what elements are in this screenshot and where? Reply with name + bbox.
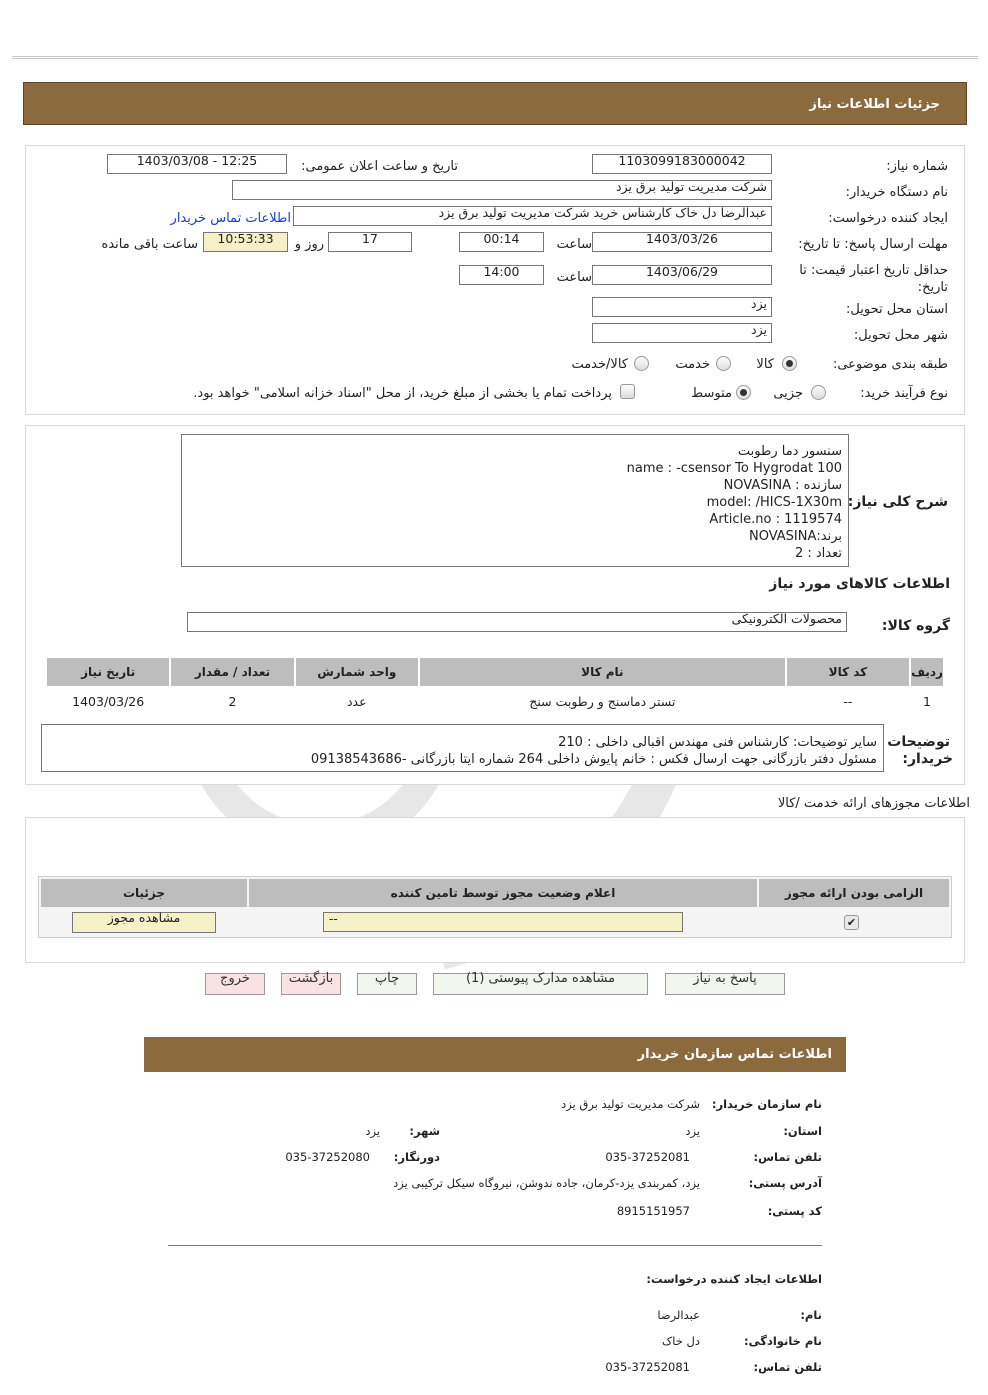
- deadline-time-field: 00:14: [459, 232, 544, 252]
- col-header: تاریخ نیاز: [47, 658, 169, 686]
- buyer-notes-label-2: خریدار:: [902, 751, 953, 767]
- table-cell: 2: [171, 688, 293, 714]
- contact-province-value: یزد: [685, 1124, 700, 1138]
- permit-required-checkbox[interactable]: ✔: [844, 915, 859, 930]
- permits-title: اطلاعات مجوزهای ارائه خدمت /کالا: [777, 796, 970, 811]
- buyer-notes-line: سایر توضیحات: کارشناس فنی مهندس اقبالی داخلی : 210: [558, 735, 877, 750]
- table-cell: عدد: [296, 688, 418, 714]
- permit-status-cell: [249, 909, 757, 935]
- description-box: [181, 434, 849, 567]
- back-button[interactable]: بازگشت: [281, 973, 341, 995]
- process-medium-label: متوسط: [691, 386, 732, 401]
- col-header: جزئیات: [41, 879, 247, 907]
- category-service-label: خدمت: [675, 357, 710, 372]
- category-both-label: کالا/خدمت: [571, 357, 628, 372]
- buyer-org-field: شرکت مدیریت تولید برق یزد: [232, 180, 772, 200]
- city-field: یزد: [592, 323, 772, 343]
- col-header: کد کالا: [787, 658, 909, 686]
- view-permit-button[interactable]: مشاهده مجوز: [72, 912, 216, 933]
- description-line: سنسور دما رطوبت: [737, 444, 842, 459]
- buyer-org-label: نام دستگاه خریدار:: [845, 185, 948, 200]
- permit-details-cell: [41, 909, 247, 935]
- validity-time-field: 14:00: [459, 265, 544, 285]
- validity-date-field: 1403/06/29: [592, 265, 772, 285]
- goods-section-title: اطلاعات کالاهای مورد نیاز: [769, 576, 950, 592]
- creator-family-label: نام خانوادگی:: [744, 1334, 822, 1348]
- remaining-label: ساعت باقی مانده: [101, 237, 198, 252]
- announce-label: تاریخ و ساعت اعلان عمومی:: [301, 159, 458, 174]
- col-header: ردیف: [911, 658, 943, 686]
- creator-name-value: عبدالرضا: [657, 1308, 700, 1322]
- contact-city-value: یزد: [365, 1124, 380, 1138]
- description-line: برند:NOVASINA: [748, 529, 842, 544]
- creator-name-label: نام:: [800, 1308, 822, 1322]
- province-field: یزد: [592, 297, 772, 317]
- table-row: [47, 688, 943, 714]
- creator-family-value: دل خاک: [661, 1334, 700, 1348]
- contact-fax-label: دورنگار:: [393, 1150, 440, 1164]
- deadline-date-field: 1403/03/26: [592, 232, 772, 252]
- description-line: model: /HICS-1X30m: [706, 495, 842, 510]
- goods-group-label: گروه کالا:: [881, 618, 950, 634]
- creator-phone-value: 035-37252081: [605, 1360, 690, 1374]
- category-service-radio[interactable]: [716, 356, 731, 371]
- description-label: شرح کلی نیاز:: [847, 494, 948, 510]
- days-field: 17: [328, 232, 412, 252]
- process-medium-radio[interactable]: [736, 385, 751, 400]
- deadline-label: مهلت ارسال پاسخ: تا تاریخ:: [798, 237, 948, 252]
- contact-province-label: استان:: [783, 1124, 822, 1138]
- city-label: شهر محل تحویل:: [853, 328, 948, 343]
- goods-table: [45, 656, 945, 716]
- description-line: تعداد : 2: [794, 546, 842, 561]
- requester-label: ایجاد کننده درخواست:: [828, 211, 948, 226]
- page-header: [23, 82, 967, 125]
- goods-group-field: محصولات الکترونیکی: [187, 612, 847, 632]
- permits-table: [38, 876, 952, 938]
- contact-divider: [168, 1245, 822, 1246]
- col-header: تعداد / مقدار: [171, 658, 293, 686]
- description-line: Article.no : 1119574: [709, 512, 842, 527]
- validity-label: حداقل تاریخ اعتبار قیمت: تا تاریخ:: [799, 263, 948, 295]
- category-goods-radio[interactable]: [782, 356, 797, 371]
- requester-field: عبدالرضا دل خاک کارشناس خرید شرکت مدیریت تولید برق یزد: [293, 206, 772, 226]
- permit-required-cell: [759, 909, 949, 935]
- contact-header: [144, 1037, 846, 1072]
- exit-button[interactable]: خروج: [205, 973, 265, 995]
- table-cell: تستر دماسنج و رطوبت سنج: [420, 688, 785, 714]
- print-button[interactable]: چاپ: [357, 973, 417, 995]
- attachments-button[interactable]: مشاهده مدارک پیوستی (1): [433, 973, 648, 995]
- contact-fax-value: 035-37252080: [285, 1150, 370, 1164]
- contact-org-label: نام سازمان خریدار:: [711, 1097, 822, 1111]
- contact-org-value: شرکت مدیریت تولید برق یزد: [561, 1097, 700, 1111]
- col-header: نام کالا: [420, 658, 785, 686]
- validity-time-label: ساعت: [556, 270, 592, 285]
- remaining-time-field: 10:53:33: [203, 232, 288, 252]
- permit-status-field[interactable]: --: [323, 912, 683, 932]
- contact-address-label: آدرس پستی:: [748, 1176, 822, 1190]
- table-cell: 1: [911, 688, 943, 714]
- table-cell: --: [787, 688, 909, 714]
- process-label: نوع فرآیند خرید:: [860, 386, 948, 401]
- deadline-time-label: ساعت: [556, 237, 592, 252]
- buyer-notes-box: [41, 724, 884, 772]
- process-minor-label: جزیی: [773, 386, 803, 401]
- days-label: روز و: [294, 237, 324, 252]
- category-goods-label: کالا: [756, 357, 774, 372]
- announce-field: 1403/03/08 - 12:25: [107, 154, 287, 174]
- treasury-note: پرداخت تمام یا بخشی از مبلغ خرید، از محل "اسناد خزانه اسلامی" خواهد بود.: [193, 386, 612, 401]
- col-header: اعلام وضعیت مجوز توسط تامین کننده: [249, 879, 757, 907]
- description-line: سازنده : NOVASINA: [723, 478, 842, 493]
- treasury-checkbox[interactable]: [620, 384, 635, 399]
- col-header: الزامی بودن ارائه مجوز: [759, 879, 949, 907]
- contact-postal-label: کد پستی:: [767, 1204, 822, 1218]
- contact-postal-value: 8915151957: [616, 1204, 690, 1218]
- creator-phone-label: تلفن تماس:: [753, 1360, 822, 1374]
- table-row: [41, 909, 949, 935]
- need-number-field: 1103099183000042: [592, 154, 772, 174]
- col-header: واحد شمارش: [296, 658, 418, 686]
- contact-address-value: یزد، کمربندی یزد-کرمان، جاده ندوشن، نیروگاه سیکل ترکیبی یزد: [393, 1176, 700, 1190]
- buyer-notes-line: مسئول دفتر بازرگانی جهت ارسال فکس : خانم پایوش داخلی 264 شماره ایتا بازرگانی -09138543686: [310, 752, 877, 767]
- process-minor-radio[interactable]: [811, 385, 826, 400]
- contact-title: اطلاعات تماس سازمان خریدار: [637, 1047, 832, 1062]
- contact-phone-value: 035-37252081: [605, 1150, 690, 1164]
- buyer-contact-link[interactable]: اطلاعات تماس خریدار: [170, 211, 291, 226]
- reply-button[interactable]: پاسخ به نیاز: [665, 973, 785, 995]
- buyer-notes-label-1: توضیحات: [887, 734, 950, 750]
- description-line: name : -csensor To Hygrodat 100: [626, 461, 842, 476]
- province-label: استان محل تحویل:: [846, 302, 948, 317]
- category-label: طبقه بندی موضوعی:: [832, 357, 948, 372]
- contact-phone-label: تلفن تماس:: [753, 1150, 822, 1164]
- top-divider: [12, 56, 978, 59]
- table-cell: 1403/03/26: [47, 688, 169, 714]
- need-number-label: شماره نیاز:: [886, 159, 948, 174]
- page-title: جزئیات اطلاعات نیاز: [809, 97, 940, 112]
- contact-city-label: شهر:: [409, 1124, 440, 1138]
- creator-title: اطلاعات ایجاد کننده درخواست:: [646, 1272, 822, 1286]
- category-both-radio[interactable]: [634, 356, 649, 371]
